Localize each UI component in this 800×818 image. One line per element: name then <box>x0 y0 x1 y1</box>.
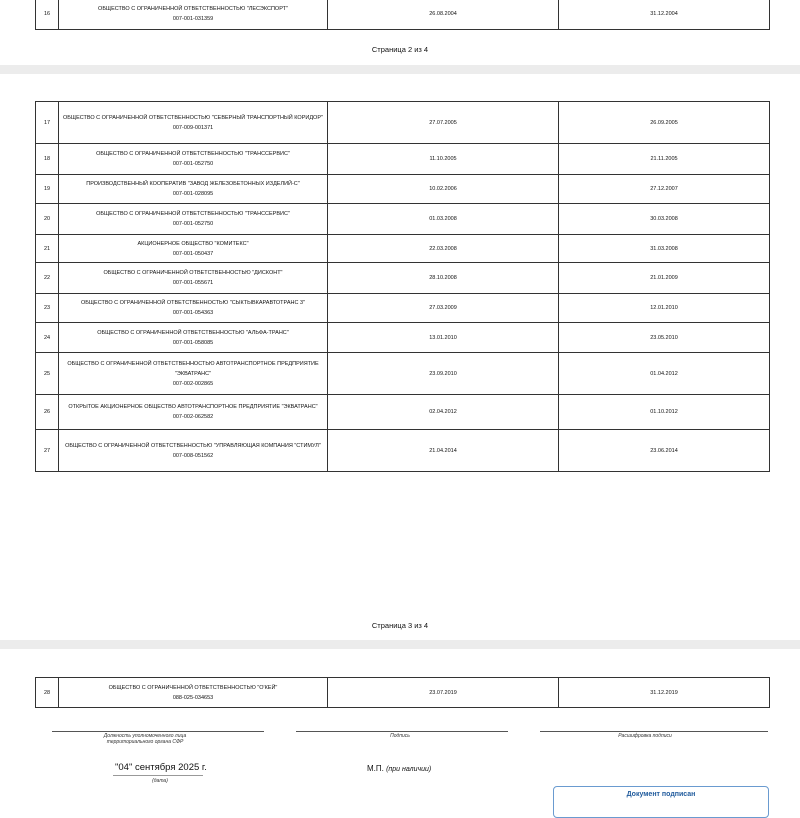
employer-name: ОБЩЕСТВО С ОГРАНИЧЕННОЙ ОТВЕТСТВЕННОСТЬЮ "О'КЕЙ" <box>108 684 278 691</box>
start-date: 21.04.2014 <box>328 430 559 472</box>
decode-caption: Расшифровка подписи <box>618 733 672 739</box>
table-row <box>36 395 770 430</box>
row-number: 20 <box>36 204 59 235</box>
row-number: 28 <box>36 678 59 708</box>
employer-name: ОБЩЕСТВО С ОГРАНИЧЕННОЙ ОТВЕТСТВЕННОСТЬЮ "ЛЕСЭКСПОРТ" <box>98 6 288 12</box>
start-date: 28.10.2008 <box>328 263 559 294</box>
registration-number: 007-001-058085 <box>172 339 214 346</box>
employer-cell <box>59 204 328 235</box>
registration-number: 007-001-054363 <box>172 310 214 316</box>
registration-number: 007-001-028095 <box>172 191 214 197</box>
end-date: 31.12.2019 <box>559 678 770 708</box>
registration-number: 007-001-050437 <box>172 250 214 257</box>
start-date: 26.08.2004 <box>328 0 559 30</box>
table-row <box>36 294 770 323</box>
start-date: 01.03.2008 <box>328 204 559 235</box>
registration-number: 007-001-031359 <box>172 16 214 22</box>
end-date: 30.03.2008 <box>559 204 770 235</box>
mp-label <box>367 764 431 773</box>
start-date: 27.07.2005 <box>328 102 559 144</box>
row-number: 24 <box>36 323 59 353</box>
row-number: 19 <box>36 175 59 204</box>
page-gap <box>0 640 800 649</box>
employer-cell <box>59 395 328 430</box>
end-date: 12.01.2010 <box>559 294 770 323</box>
date-caption: (дата) <box>152 778 168 784</box>
table-row <box>36 263 770 294</box>
row-number: 26 <box>36 395 59 430</box>
row-number: 23 <box>36 294 59 323</box>
end-date: 21.01.2009 <box>559 263 770 294</box>
decode-line <box>540 731 768 732</box>
employer-cell <box>59 144 328 175</box>
registration-number: 007-008-051562 <box>172 452 214 459</box>
row-number: 17 <box>36 102 59 144</box>
end-date: 01.10.2012 <box>559 395 770 430</box>
signature-line <box>296 731 508 732</box>
stamp-title: Документ подписан <box>626 791 696 798</box>
sign-caption: Подпись <box>390 733 410 739</box>
table-row <box>36 175 770 204</box>
employer-name: ОБЩЕСТВО С ОГРАНИЧЕННОЙ ОТВЕТСТВЕННОСТЬЮ "СЕВЕРНЫЙ ТРАНСПОРТНЫЙ КОРИДОР" <box>63 114 323 121</box>
end-date: 31.03.2008 <box>559 235 770 263</box>
registration-number: 007-002-002865 <box>172 380 214 387</box>
employer-name: ОБЩЕСТВО С ОГРАНИЧЕННОЙ ОТВЕТСТВЕННОСТЬЮ "ДИСКОНТ" <box>103 270 283 276</box>
row-number: 18 <box>36 144 59 175</box>
registration-number: 088-025-034653 <box>172 694 214 701</box>
end-date: 26.09.2005 <box>559 102 770 144</box>
employer-name: ОБЩЕСТВО С ОГРАНИЧЕННОЙ ОТВЕТСТВЕННОСТЬЮ "ТРАНССЕРВИС" <box>96 151 290 157</box>
registration-number: 007-001-052750 <box>172 221 214 227</box>
end-date: 01.04.2012 <box>559 353 770 395</box>
employer-name: ОБЩЕСТВО С ОГРАНИЧЕННОЙ ОТВЕТСТВЕННОСТЬЮ "УПРАВЛЯЮЩАЯ КОМПАНИЯ "СТИМУЛ" <box>65 442 321 449</box>
registration-number: 007-002-062582 <box>172 414 214 420</box>
employer-cell <box>59 0 328 30</box>
row-number: 25 <box>36 353 59 395</box>
registration-number: 007-009-001371 <box>172 124 214 131</box>
employer-cell <box>59 235 328 263</box>
page-number-2: Страница 2 из 4 <box>371 45 429 54</box>
employer-name: ПРОИЗВОДСТВЕННЫЙ КООПЕРАТИВ "ЗАВОД ЖЕЛЕЗОБЕТОННЫХ ИЗДЕЛИЙ-С" <box>86 181 300 187</box>
employer-cell <box>59 263 328 294</box>
registration-number: 007-001-055671 <box>172 280 214 286</box>
date-text: "04" сентября 2025 г. <box>115 762 207 773</box>
date-underline <box>113 775 203 776</box>
table-row <box>36 204 770 235</box>
employer-cell <box>59 353 328 395</box>
employer-name: ОБЩЕСТВО С ОГРАНИЧЕННОЙ ОТВЕТСТВЕННОСТЬЮ "СЫКТЫВКАРАВТОТРАНС 3" <box>81 300 305 306</box>
position-caption: Должность уполномоченного лица территориального органа СФР <box>103 733 187 745</box>
mp-text: М.П. <box>367 764 384 773</box>
table-row <box>36 0 770 30</box>
employment-table-page-3 <box>35 101 770 472</box>
table-row <box>36 353 770 395</box>
row-number: 22 <box>36 263 59 294</box>
start-date: 23.09.2010 <box>328 353 559 395</box>
employment-table-page-2 <box>35 0 770 30</box>
employer-cell <box>59 678 328 708</box>
table-row <box>36 430 770 472</box>
table-row <box>36 323 770 353</box>
employer-cell <box>59 102 328 144</box>
position-line <box>52 731 264 732</box>
table-row <box>36 144 770 175</box>
start-date: 11.10.2005 <box>328 144 559 175</box>
employer-cell <box>59 323 328 353</box>
employer-cell <box>59 294 328 323</box>
end-date: 21.11.2005 <box>559 144 770 175</box>
end-date: 27.12.2007 <box>559 175 770 204</box>
employer-name: ОБЩЕСТВО С ОГРАНИЧЕННОЙ ОТВЕТСТВЕННОСТЬЮ "АЛЬФА-ТРАНС" <box>97 329 289 336</box>
end-date: 31.12.2004 <box>559 0 770 30</box>
page-gap <box>0 65 800 74</box>
row-number: 27 <box>36 430 59 472</box>
mp-note: (при наличии) <box>386 766 432 773</box>
employer-name: ОБЩЕСТВО С ОГРАНИЧЕННОЙ ОТВЕТСТВЕННОСТЬЮ "ТРАНССЕРВИС" <box>96 211 290 217</box>
start-date: 02.04.2012 <box>328 395 559 430</box>
end-date: 23.05.2010 <box>559 323 770 353</box>
start-date: 23.07.2019 <box>328 678 559 708</box>
page-number-3: Страница 3 из 4 <box>371 621 429 630</box>
table-row <box>36 235 770 263</box>
employer-name: АКЦИОНЕРНОЕ ОБЩЕСТВО "КОМИТЕКС" <box>137 240 249 247</box>
registration-number: 007-001-052750 <box>172 161 214 167</box>
row-number: 21 <box>36 235 59 263</box>
employer-cell <box>59 175 328 204</box>
start-date: 10.02.2006 <box>328 175 559 204</box>
employment-table-page-4 <box>35 677 770 708</box>
end-date: 23.06.2014 <box>559 430 770 472</box>
row-number: 16 <box>36 0 59 30</box>
start-date: 22.03.2008 <box>328 235 559 263</box>
table-row <box>36 678 770 708</box>
employer-name: ОТКРЫТОЕ АКЦИОНЕРНОЕ ОБЩЕСТВО АВТОТРАНСПОРТНОЕ ПРЕДПРИЯТИЕ "ЭКВАТРАНС" <box>68 404 318 410</box>
start-date: 13.01.2010 <box>328 323 559 353</box>
start-date: 27.03.2009 <box>328 294 559 323</box>
table-row <box>36 102 770 144</box>
employer-name: ОБЩЕСТВО С ОГРАНИЧЕННОЙ ОТВЕТСТВЕННОСТЬЮ АВТОТРАНСПОРТНОЕ ПРЕДПРИЯТИЕ "ЭКВАТРАНС" <box>67 360 319 377</box>
digital-signature-stamp <box>553 786 769 818</box>
employer-cell <box>59 430 328 472</box>
